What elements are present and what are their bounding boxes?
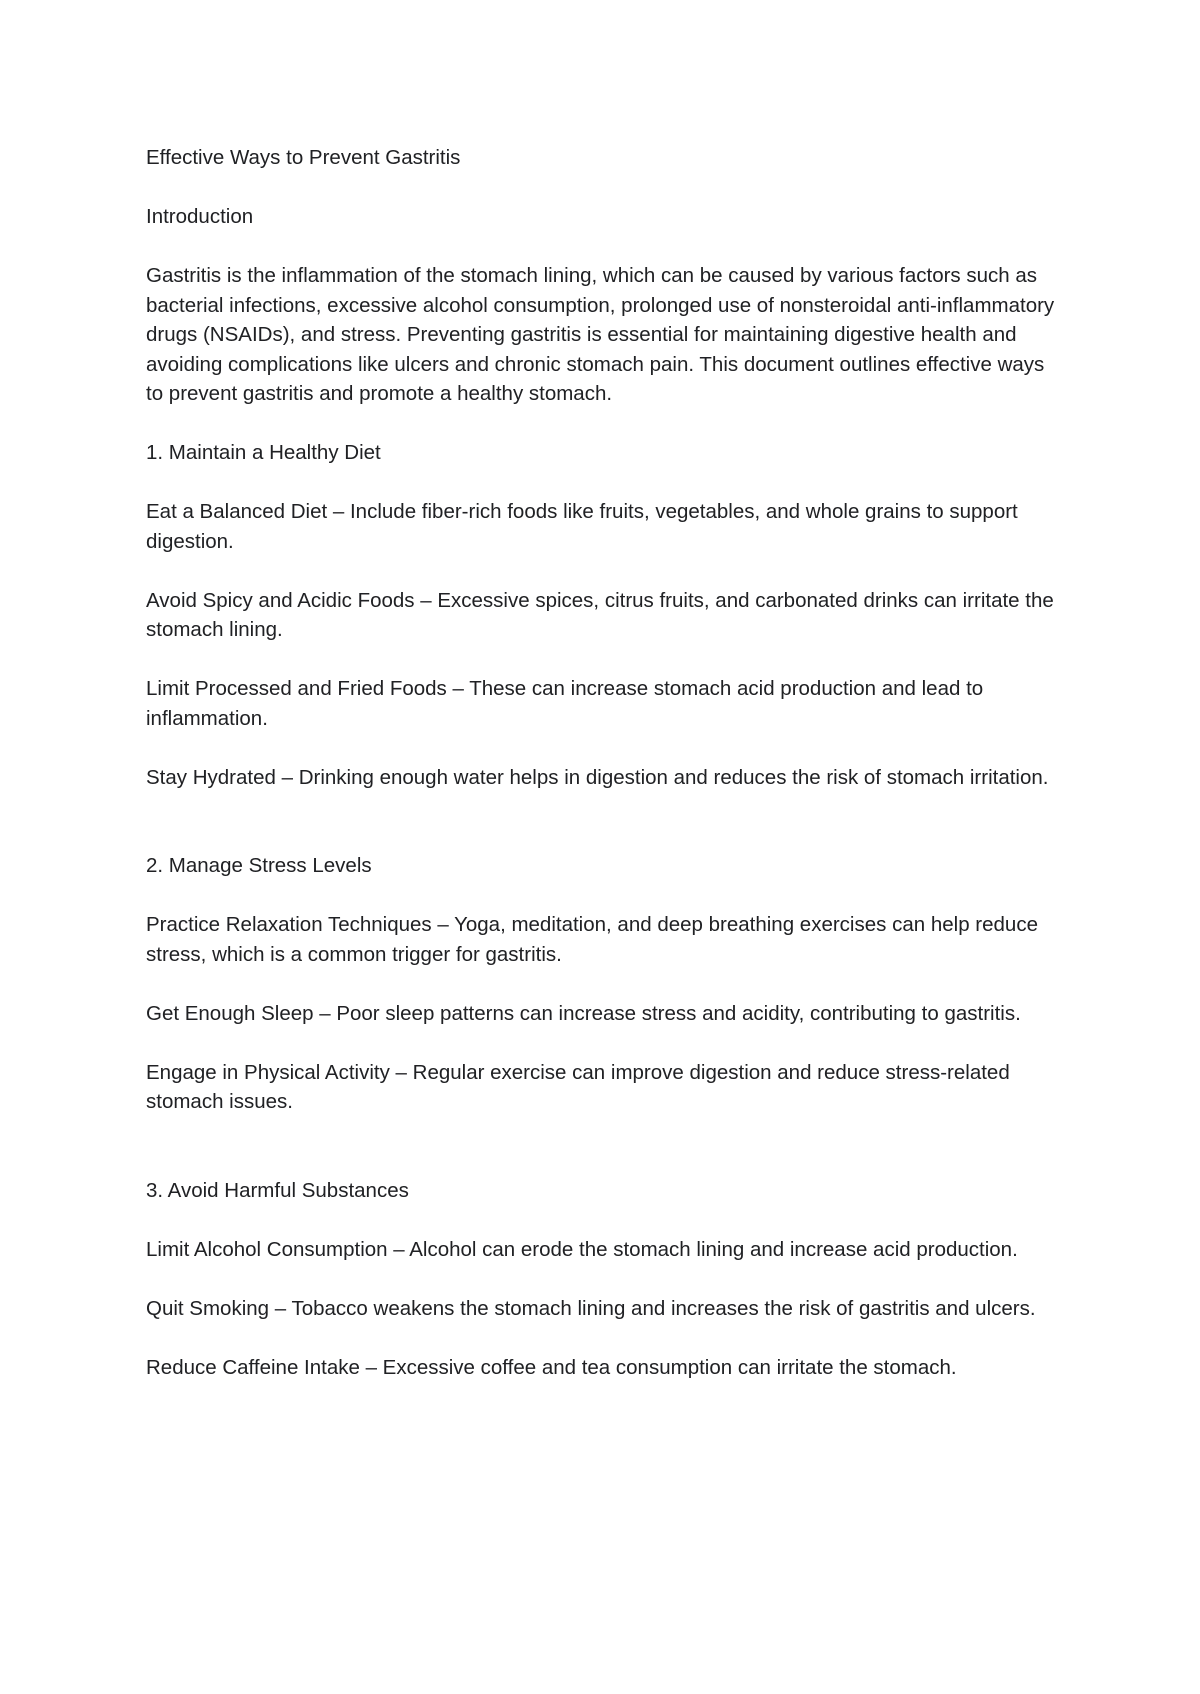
paragraph-sleep: Get Enough Sleep – Poor sleep patterns can increase stress and acidity, contributing to gastritis. xyxy=(146,1001,1021,1025)
intro-heading: Introduction xyxy=(146,205,254,228)
section-heading-substances: 3. Avoid Harmful Substances xyxy=(146,1178,409,1202)
section-heading-diet: 1. Maintain a Healthy Diet xyxy=(146,441,381,464)
document-title: Effective Ways to Prevent Gastritis xyxy=(146,146,461,169)
paragraph-processed-foods: Limit Processed and Fried Foods – These can increase stomach acid production and lead to inflammation. xyxy=(146,677,984,730)
section-spacer xyxy=(146,1146,1060,1176)
paragraph-alcohol: Limit Alcohol Consumption – Alcohol can erode the stomach lining and increase acid production. xyxy=(146,1237,1018,1261)
section-spacer xyxy=(146,822,1060,852)
intro-paragraph: Gastritis is the inflammation of the stomach lining, which can be caused by various factors such as bacterial infections, excessive alcohol consumption, prolonged use of nonsteroidal anti-inflammatory drugs (NSAIDs), and stress. Preventing gastritis is essential for maintaining digestive health and avoiding complications like ulcers and chronic stomach pain. This document outlines effective ways to prevent gastritis and promote a healthy stomach. xyxy=(146,264,1055,405)
paragraph-physical-activity: Engage in Physical Activity – Regular exercise can improve digestion and reduce stress-related stomach issues. xyxy=(146,1060,1010,1113)
section-heading-stress: 2. Manage Stress Levels xyxy=(146,854,372,877)
paragraph-relaxation: Practice Relaxation Techniques – Yoga, meditation, and deep breathing exercises can help reduce stress, which is a common trigger for gastritis. xyxy=(146,913,1038,966)
paragraph-balanced-diet: Eat a Balanced Diet – Include fiber-rich foods like fruits, vegetables, and whole grains to support digestion. xyxy=(146,500,1018,553)
paragraph-hydration: Stay Hydrated – Drinking enough water helps in digestion and reduces the risk of stomach irritation. xyxy=(146,765,1049,789)
paragraph-caffeine: Reduce Caffeine Intake – Excessive coffee and tea consumption can irritate the stomach. xyxy=(146,1355,957,1379)
paragraph-spicy-foods: Avoid Spicy and Acidic Foods – Excessive spices, citrus fruits, and carbonated drinks can irritate the stomach lining. xyxy=(146,588,1054,641)
paragraph-smoking: Quit Smoking – Tobacco weakens the stomach lining and increases the risk of gastritis and ulcers. xyxy=(146,1296,1036,1320)
